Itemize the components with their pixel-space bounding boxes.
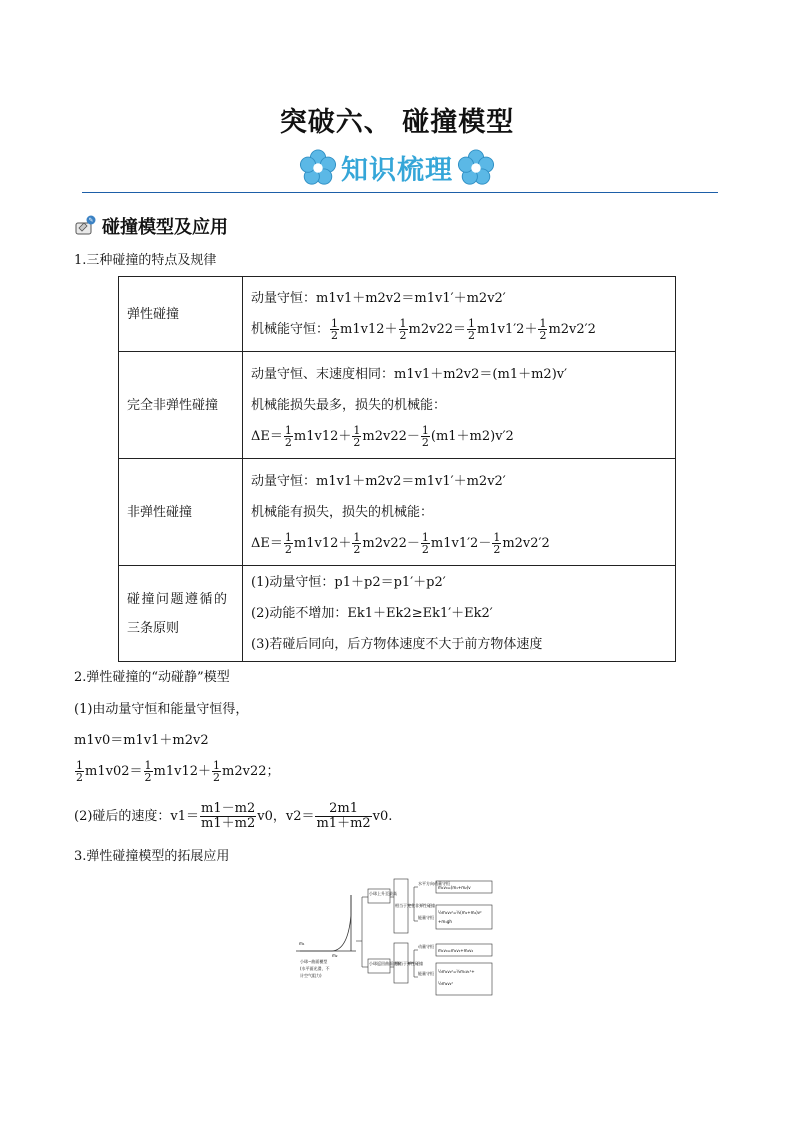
law-label: 能量守恒 [418,971,434,976]
formula-line [251,528,667,559]
table-cell-type: 弹性碰撞 [119,277,243,352]
law-label: 能量守恒 [418,915,434,920]
fraction: $\frac{m1-m2}{m1+m2}$ [201,801,256,831]
pencil-icon [74,214,98,238]
text: 碰撞问题遵循的 [127,591,229,607]
section-heading [74,213,228,239]
formula-line: (3)若碰后同向，后方物体速度不大于前方物体速度 [251,637,543,652]
collision-table [118,276,676,662]
text: ΔE＝ [251,428,283,444]
formula-line: 机械能有损失，损失的机械能： [251,504,434,520]
text: m1v1′2＋ [477,322,538,337]
fraction: $\frac{1}{2}$ [144,759,152,784]
banner [0,148,794,187]
page-title: 突破六、 碰撞模型 [279,107,515,138]
svg-text:✎: ✎ [88,217,94,224]
formula-line: (1)动量守恒：p1＋p2＝p1′＋p2′ [251,575,446,590]
banner-text: 知识梳理 [341,155,453,186]
fraction: $\frac{1}{2}$ [421,530,429,556]
curved-surface [296,895,356,951]
branch-label: 相当于完全非弹性碰撞 [395,903,435,908]
branch-label: 相当于弹性碰撞 [395,961,423,966]
fraction: $\frac{1}{2}$ [284,530,292,556]
text: ΔE＝ [251,535,283,551]
formula: m₁v₀=m₁v₁+m₂v₂ [438,948,474,953]
text: 机械能守恒： [251,322,330,337]
text: m2v22； [222,764,280,779]
branch-label: 小球返回曲面底端 [369,961,401,966]
text: m2v2′2 [502,535,550,551]
fraction: $\frac{1}{2}$ [421,423,429,449]
table-cell-type: 非弹性碰撞 [119,459,243,566]
fraction: $\frac{1}{2}$ [213,759,220,784]
model-label: 小球−曲面模型 [300,959,328,964]
formula: ½m₂v₂² [438,981,453,986]
law-label: 动量守恒 [418,944,434,949]
table-row [119,277,676,352]
paragraph: 2.弹性碰撞的“动碰静”模型 [74,670,230,685]
fraction: $\frac{1}{2}$ [284,423,292,449]
fraction: $\frac{1}{2}$ [539,317,547,342]
formula-line [74,802,392,831]
text: (m1＋m2)v′2 [430,428,514,444]
formula: ½m₁v₀²=½m₁v₁²+ [438,969,475,974]
law-label: 水平方向动量守恒 [418,881,450,886]
formula-line: 动量守恒：m1v1＋m2v2＝m1v1′＋m2v2′ [251,473,506,489]
text: m1v12＋ [293,535,352,551]
text: v0，v2＝ [257,809,315,824]
text: m1v12＋ [340,322,398,337]
formula-line [251,421,667,452]
formula-line [74,760,280,783]
table-row [119,352,676,459]
formula-line: 机械能损失最多，损失的机械能： [251,397,447,413]
connector-lines [356,879,492,995]
text: m1v02＝ [85,764,143,779]
text: (2)碰后的速度：v1＝ [74,809,200,824]
fraction: $\frac{1}{2}$ [331,317,339,342]
fraction: $\frac{1}{2}$ [353,530,361,556]
formula-line: 动量守恒、末速度相同：m1v1＋m2v2＝(m1＋m2)v′ [251,366,568,382]
fraction: $\frac{1}{2}$ [353,423,361,449]
text: m2v2′2 [548,322,596,337]
flower-icon [299,149,337,187]
collision-extension-diagram [296,875,496,999]
formula-line [251,314,667,345]
text: m2v22－ [362,535,420,551]
text: m1v1′2－ [430,535,492,551]
formula: m₁v₀=(m₁+m₂)v [438,885,471,890]
mass-label: m₂ [332,953,338,958]
text: v0. [372,809,393,824]
text: m1v12＋ [293,428,352,444]
text: 三条原则 [127,620,180,636]
paragraph: 3.弹性碰撞模型的拓展应用 [74,849,230,864]
table-cell-type [119,566,243,662]
header-rule [82,192,718,193]
paragraph: 1.三种碰撞的特点及规律 [74,253,217,268]
table-cell-content [243,566,676,662]
flower-icon [457,149,495,187]
section-title: 碰撞模型及应用 [102,217,228,238]
text: m2v22＝ [408,322,467,337]
table-cell-content [243,352,676,459]
fraction: $\frac{1}{2}$ [76,759,83,784]
fraction: $\frac{1}{2}$ [399,317,407,342]
mass-label: m₁ [299,941,305,946]
branch-label: 小球上升至最高 [369,891,397,896]
formula: +m₁gh [438,919,452,924]
condition-label: 计空气阻力) [300,973,322,978]
formula: ½m₁v₀²=½(m₁+m₂)v² [438,910,482,915]
formula-line: m1v0＝m1v1＋m2v2 [74,733,209,748]
condition-label: (水平面光滑，不 [300,966,330,971]
text: m2v22－ [362,428,420,444]
formula-line: (2)动能不增加：Ek1＋Ek2≥Ek1′＋Ek2′ [251,606,493,621]
paragraph: (1)由动量守恒和能量守恒得， [74,702,249,717]
table-cell-content [243,459,676,566]
table-row [119,566,676,662]
fraction: $\frac{2m1}{m1+m2}$ [316,801,371,831]
fraction: $\frac{1}{2}$ [493,530,501,556]
table-row [119,459,676,566]
formula-line: 动量守恒：m1v1＋m2v2＝m1v1′＋m2v2′ [251,291,506,306]
table-cell-content [243,277,676,352]
text: m1v12＋ [153,764,211,779]
table-cell-type: 完全非弹性碰撞 [119,352,243,459]
fraction: $\frac{1}{2}$ [468,317,476,342]
